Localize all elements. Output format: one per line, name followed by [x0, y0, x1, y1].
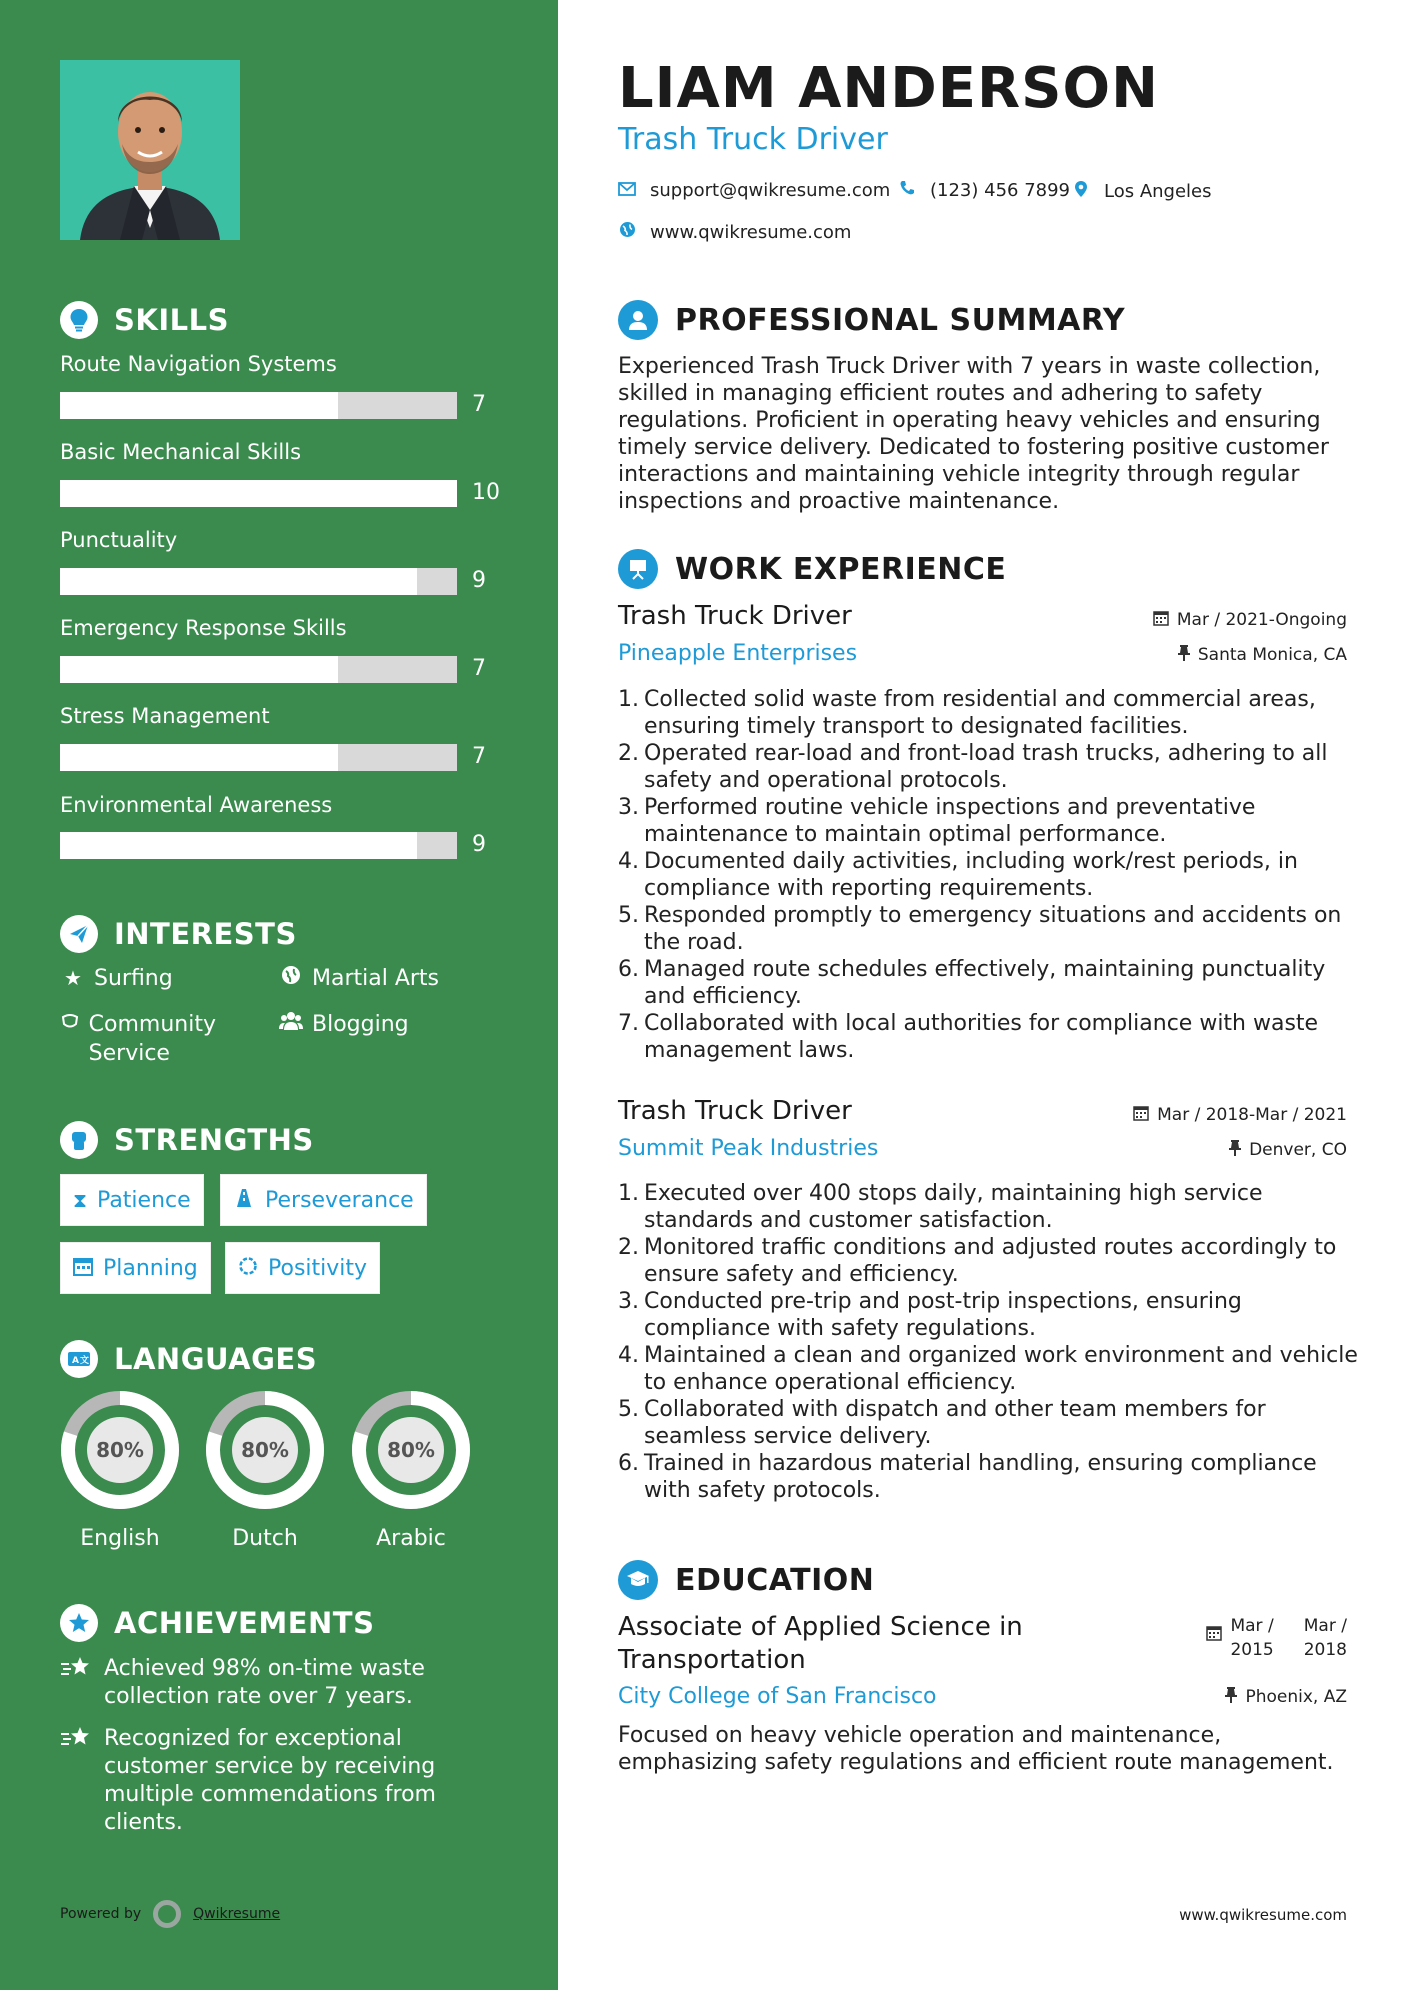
interest-label: Martial Arts	[312, 966, 440, 991]
skill-name: Emergency Response Skills	[60, 616, 347, 640]
language-item	[60, 1390, 180, 1551]
skill-name: Punctuality	[60, 528, 178, 552]
company-name: Summit Peak Industries	[618, 1136, 879, 1161]
achievement-text: Recognized for exceptional customer service by receiving multiple commendations from clients.	[104, 1726, 436, 1835]
candidate-title: Trash Truck Driver	[618, 122, 888, 157]
graduation-cap-icon	[618, 1560, 658, 1600]
calendar-icon	[1206, 1624, 1222, 1648]
user-icon	[618, 300, 658, 340]
skill-bar	[60, 744, 457, 771]
svg-text:文: 文	[80, 1356, 90, 1366]
globe-icon	[618, 221, 636, 243]
skill-value: 9	[472, 832, 486, 857]
map-marker-icon	[1072, 180, 1090, 203]
presentation-icon	[618, 549, 658, 589]
list-item: 2. Operated rear-load and front-load trash trucks, adhering to all safety and operational protocols.	[618, 741, 1328, 793]
interests-section-header	[60, 915, 297, 953]
location-text: Los Angeles	[1104, 181, 1212, 202]
strength-label: Positivity	[268, 1255, 368, 1281]
language-item	[351, 1390, 471, 1551]
calendar-icon	[1153, 610, 1169, 630]
skill-name: Route Navigation Systems	[60, 352, 337, 376]
list-item: 6. Trained in hazardous material handling, ensuring compliance with safety protocols.	[618, 1451, 1317, 1503]
strength-badge	[60, 1174, 204, 1226]
list-item: 6. Managed route schedules effectively, maintaining punctuality and efficiency.	[618, 957, 1326, 1009]
language-percent: 80%	[241, 1438, 289, 1462]
skill-value: 7	[472, 656, 486, 681]
qwikresume-link[interactable]: Qwikresume	[193, 1906, 281, 1922]
list-item: 1. Executed over 400 stops daily, maintaining high service standards and customer satisfaction.	[618, 1181, 1263, 1233]
interest-label: Blogging	[312, 1012, 409, 1037]
experience-title: WORK EXPERIENCE	[675, 551, 1007, 587]
list-item: 4. Documented daily activities, including work/rest periods, in compliance with reporting requirements.	[618, 849, 1298, 901]
skill-bar-fill	[60, 744, 338, 771]
interest-item	[60, 1010, 260, 1068]
fist-icon	[60, 1121, 98, 1159]
hourglass-icon: ⧗	[73, 1188, 88, 1212]
education-end-date: Mar / 2018	[1303, 1616, 1347, 1660]
list-item: 5. Collaborated with dispatch and other team members for seamless service delivery.	[618, 1397, 1266, 1449]
education-location	[1225, 1687, 1347, 1707]
skill-bar-fill	[60, 392, 338, 419]
degree-title	[618, 1611, 1023, 1677]
interest-item	[60, 964, 173, 993]
job-location	[1178, 645, 1347, 665]
skill-name: Basic Mechanical Skills	[60, 440, 302, 464]
strength-label: Perseverance	[265, 1187, 414, 1213]
achievement-text: Achieved 98% on-time waste collection rate over 7 years.	[104, 1656, 425, 1709]
phone-icon	[898, 180, 916, 201]
skill-bar	[60, 392, 457, 419]
list-item: 7. Collaborated with local authorities for compliance with waste management laws.	[618, 1011, 1319, 1063]
education-location-text: Phoenix, AZ	[1245, 1687, 1347, 1707]
pushpin-icon	[1178, 645, 1190, 665]
interest-label: Community Service	[88, 1012, 216, 1066]
footer-website[interactable]: www.qwikresume.com	[1179, 1906, 1347, 1924]
job-location-text: Denver, CO	[1249, 1140, 1347, 1160]
education-description: Focused on heavy vehicle operation and maintenance, emphasizing safety regulations and efficient route management.	[618, 1723, 1334, 1775]
summary-section-header	[618, 300, 1125, 340]
list-item: 3. Performed routine vehicle inspections and preventative maintenance to maintain optimal performance.	[618, 795, 1256, 847]
degree-line-2: Transportation	[618, 1645, 806, 1675]
svg-text:A: A	[72, 1356, 79, 1366]
users-icon	[278, 1010, 304, 1039]
strengths-section-header	[60, 1121, 314, 1159]
language-progress-ring	[205, 1390, 325, 1510]
job-dates-text: Mar / 2021-Ongoing	[1176, 610, 1347, 630]
skill-bar-fill	[60, 656, 338, 683]
list-item: 2. Monitored traffic conditions and adjusted routes accordingly to ensure safety and efficiency.	[618, 1235, 1337, 1287]
road-icon	[233, 1188, 255, 1212]
list-item: 5. Responded promptly to emergency situations and accidents on the road.	[618, 903, 1342, 955]
interest-item	[278, 1010, 409, 1039]
job-location-text: Santa Monica, CA	[1197, 645, 1347, 665]
trophy-star-icon	[60, 1725, 92, 1837]
job-bullets	[618, 1180, 1358, 1504]
hand-icon	[60, 1010, 81, 1039]
achievements-title: ACHIEVEMENTS	[114, 1606, 375, 1640]
education-section-header	[618, 1560, 874, 1600]
skill-name: Stress Management	[60, 704, 270, 728]
company-name: Pineapple Enterprises	[618, 641, 858, 666]
achievement-item	[60, 1655, 500, 1711]
skill-bar-fill	[60, 832, 417, 859]
experience-section-header	[618, 549, 1006, 589]
skill-value: 9	[472, 568, 486, 593]
interest-item	[278, 964, 439, 993]
star-badge-icon	[60, 1604, 98, 1642]
profile-photo	[60, 60, 240, 240]
skills-title: SKILLS	[114, 303, 229, 337]
calendar-icon	[73, 1256, 93, 1281]
job-location	[1229, 1140, 1347, 1160]
language-name: English	[80, 1526, 160, 1551]
website-text[interactable]: www.qwikresume.com	[650, 221, 852, 243]
candidate-name: LIAM ANDERSON	[618, 56, 1159, 121]
skill-value: 10	[472, 480, 500, 505]
strengths-title: STRENGTHS	[114, 1123, 314, 1157]
job-bullets	[618, 686, 1358, 1064]
summary-text: Experienced Trash Truck Driver with 7 years in waste collection, skilled in managing efficient routes and adhering to safety regulations. Proficient in operating heavy vehicles and ensuring timely service delivery. Dedicated to fostering positive customer interactions and maintaining vehicle integrity through regular inspections and proactive maintenance.	[618, 354, 1329, 514]
lightbulb-icon	[60, 301, 98, 339]
calendar-icon	[1133, 1105, 1149, 1125]
job-dates-text: Mar / 2018-Mar / 2021	[1157, 1105, 1347, 1125]
language-name: Dutch	[232, 1526, 298, 1551]
job-title: Trash Truck Driver	[618, 601, 852, 631]
circle-notch-icon	[238, 1256, 258, 1281]
strength-badge	[225, 1242, 380, 1294]
email-text[interactable]: support@qwikresume.com	[650, 180, 891, 201]
skill-bar	[60, 656, 457, 683]
sidebar	[0, 0, 558, 1990]
languages-title: LANGUAGES	[114, 1342, 318, 1376]
list-item: 4. Maintained a clean and organized work environment and vehicle to enhance operational efficiency.	[618, 1343, 1358, 1395]
language-item	[205, 1390, 325, 1551]
interest-label: Surfing	[94, 966, 173, 991]
contact-phone	[898, 180, 1070, 201]
powered-by-label: Powered by	[60, 1906, 142, 1922]
language-name: Arabic	[376, 1526, 446, 1551]
contact-email	[618, 180, 890, 201]
contact-website	[618, 221, 851, 243]
main-content	[558, 0, 1407, 1990]
strength-label: Patience	[97, 1187, 191, 1213]
star-icon: ★	[64, 966, 82, 990]
job-title: Trash Truck Driver	[618, 1096, 852, 1126]
achievements-section-header	[60, 1604, 374, 1642]
pushpin-icon	[1229, 1140, 1241, 1160]
job-dates	[1153, 610, 1347, 630]
skills-section-header	[60, 301, 229, 339]
powered-by-footer	[60, 1900, 280, 1928]
education-start-date: Mar / 2015	[1230, 1616, 1274, 1660]
person-portrait-image	[60, 60, 240, 240]
skill-bar	[60, 832, 457, 859]
skill-value: 7	[472, 744, 486, 769]
skill-bar	[60, 480, 457, 507]
list-item: 1. Collected solid waste from residential and commercial areas, ensuring timely transport to designated facilities.	[618, 687, 1316, 739]
phone-text[interactable]: (123) 456 7899	[930, 180, 1071, 201]
strength-badge	[220, 1174, 427, 1226]
paper-plane-icon	[60, 915, 98, 953]
skill-value: 7	[472, 392, 486, 417]
education-dates	[1206, 1614, 1347, 1662]
achievement-item	[60, 1725, 510, 1837]
language-progress-ring	[351, 1390, 471, 1510]
degree-line-1: Associate of Applied Science in	[618, 1612, 1023, 1642]
language-percent: 80%	[96, 1438, 144, 1462]
contact-location	[1072, 180, 1212, 203]
language-icon	[60, 1340, 98, 1378]
language-percent: 80%	[387, 1438, 435, 1462]
qwikresume-logo-icon	[153, 1900, 181, 1928]
education-title: EDUCATION	[675, 1562, 875, 1598]
language-progress-ring	[60, 1390, 180, 1510]
strength-label: Planning	[103, 1255, 198, 1281]
trophy-star-icon	[60, 1655, 92, 1711]
skill-name: Environmental Awareness	[60, 793, 333, 817]
skill-bar-fill	[60, 568, 417, 595]
list-item: 3. Conducted pre-trip and post-trip inspections, ensuring compliance with safety regulations.	[618, 1289, 1242, 1341]
skill-bar	[60, 568, 457, 595]
globe-icon	[278, 964, 304, 993]
job-dates	[1133, 1105, 1347, 1125]
summary-title: PROFESSIONAL SUMMARY	[675, 302, 1126, 338]
skill-bar-fill	[60, 480, 457, 507]
school-name: City College of San Francisco	[618, 1684, 937, 1709]
languages-section-header	[60, 1340, 317, 1378]
interests-title: INTERESTS	[114, 917, 297, 951]
strength-badge	[60, 1242, 211, 1294]
pushpin-icon	[1225, 1687, 1237, 1707]
envelope-icon	[618, 181, 636, 201]
